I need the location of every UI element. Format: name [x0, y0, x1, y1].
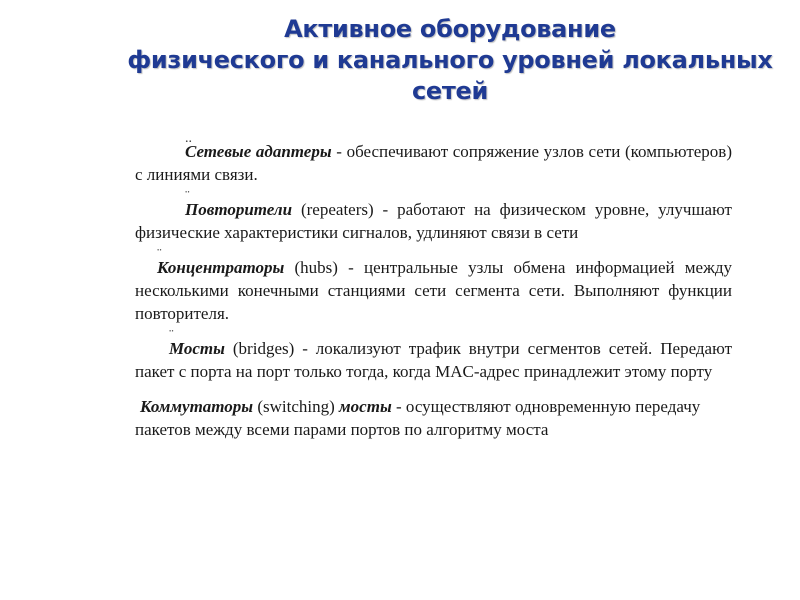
list-item-hubs	[135, 247, 732, 325]
item-text: - осуществляют одновременную передачу пакетов между всеми парами портов по алгоритму моста	[135, 397, 701, 439]
list-item-switches	[135, 395, 725, 441]
title-line-1: Активное оборудование	[284, 15, 616, 43]
term-hubs: Концентраторы	[157, 258, 285, 277]
title-line-3: сетей	[411, 77, 488, 105]
term-network-adapters: Сетевые адаптеры	[185, 142, 332, 161]
bullet-icon: ¨	[169, 328, 174, 343]
bullet-icon: ¨	[157, 247, 162, 262]
slide-title	[120, 14, 780, 107]
item-text: (hubs) - центральные узлы обмена информацией между несколькими конечными станциями сети сегмента сети. Выполняют функции повторителя.	[135, 258, 732, 323]
item-text: (repeaters) - работают на физическом уровне, улучшают физические характеристики сигналов, удлиняют связи в сети	[135, 200, 732, 242]
bullet-icon: ..	[185, 131, 192, 146]
term-bridges: Мосты	[169, 339, 225, 358]
list-item-network-adapters	[135, 131, 732, 186]
term-repeaters: Повторители	[185, 200, 293, 219]
term-switches: Коммутаторы	[140, 397, 254, 416]
term-bridges-inline: мосты	[339, 397, 392, 416]
bullet-icon: ¨	[185, 189, 190, 204]
item-text: (switching)	[253, 397, 340, 416]
list-item-bridges	[135, 328, 732, 383]
item-text: - обеспечивают сопряжение узлов сети (компьютеров) с линиями связи.	[135, 142, 732, 184]
content-body	[135, 131, 732, 453]
item-text: (bridges) - локализуют трафик внутри сегментов сетей. Передают пакет с порта на порт только тогда, когда MAC-адрес принадлежит этому порту	[135, 339, 732, 381]
title-line-2: физического и канального уровней локальных	[127, 46, 773, 74]
list-item-repeaters	[135, 189, 732, 244]
